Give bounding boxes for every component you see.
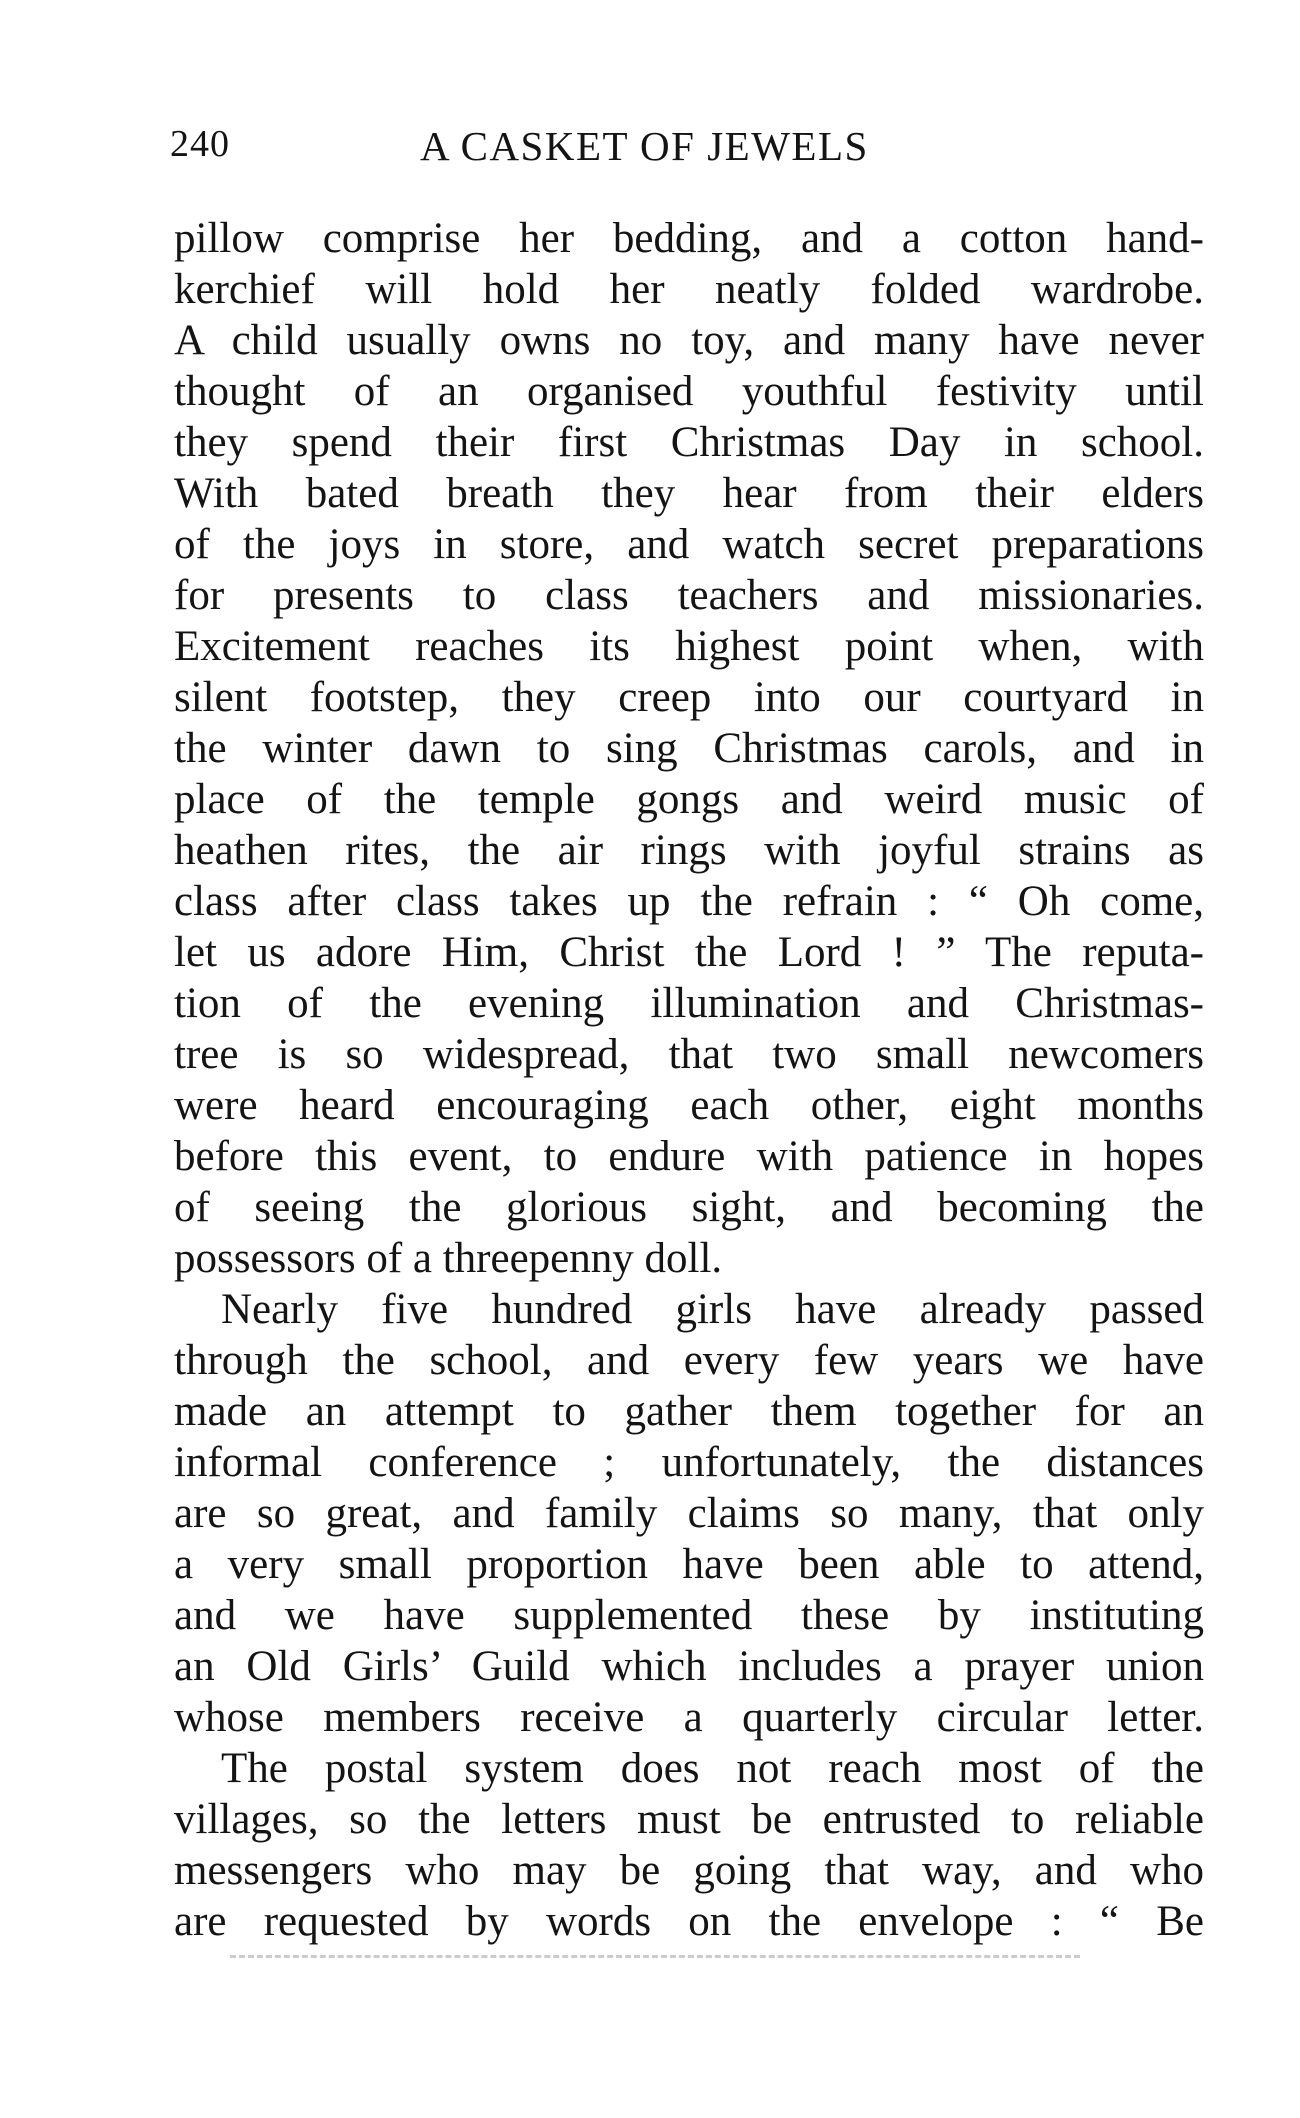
- text-line: made an attempt to gather them together for an: [174, 1388, 1204, 1435]
- text-line: a very small proportion have been able to attend,: [174, 1541, 1204, 1588]
- text-line: villages, so the letters must be entrusted to reliable: [174, 1796, 1204, 1843]
- page-number: 240: [170, 123, 230, 165]
- text-line: informal conference ; unfortunately, the distances: [174, 1439, 1204, 1486]
- text-line: let us adore Him, Christ the Lord ! ” The reputa-: [174, 929, 1204, 976]
- text-line: are so great, and family claims so many, that only: [174, 1490, 1204, 1537]
- paragraph-1: [174, 213, 1204, 1284]
- text-line: through the school, and every few years we have: [174, 1337, 1204, 1384]
- text-line: messengers who may be going that way, and who: [174, 1847, 1204, 1894]
- text-line: tion of the evening illumination and Christmas-: [174, 980, 1204, 1027]
- text-line: heathen rites, the air rings with joyful strains as: [174, 827, 1204, 874]
- text-line: tree is so widespread, that two small newcomers: [174, 1031, 1204, 1078]
- text-line: thought of an organised youthful festivity until: [174, 368, 1204, 415]
- paragraph-3: [174, 1743, 1204, 1947]
- text-line: silent footstep, they creep into our courtyard in: [174, 674, 1204, 721]
- running-header: [170, 122, 950, 174]
- text-line: they spend their first Christmas Day in school.: [174, 419, 1204, 466]
- text-line: and we have supplemented these by instituting: [174, 1592, 1204, 1639]
- text-line: With bated breath they hear from their elders: [174, 470, 1204, 517]
- text-line: of the joys in store, and watch secret preparations: [174, 521, 1204, 568]
- text-line: kerchief will hold her neatly folded wardrobe.: [174, 266, 1204, 313]
- text-line: were heard encouraging each other, eight months: [174, 1082, 1204, 1129]
- text-line: are requested by words on the envelope : “ Be: [174, 1898, 1204, 1945]
- text-line: for presents to class teachers and missionaries.: [174, 572, 1204, 619]
- text-line: Nearly five hundred girls have already passed: [221, 1286, 1204, 1333]
- body-text: [174, 213, 1204, 1947]
- text-line: class after class takes up the refrain : “ Oh come,: [174, 878, 1204, 925]
- text-line: before this event, to endure with patience in hopes: [174, 1133, 1204, 1180]
- text-line: pillow comprise her bedding, and a cotton hand-: [174, 215, 1204, 262]
- text-line: The postal system does not reach most of the: [221, 1745, 1204, 1792]
- text-line: the winter dawn to sing Christmas carols, and in: [174, 725, 1204, 772]
- bottom-rule: [230, 1955, 1080, 1964]
- text-line: A child usually owns no toy, and many have never: [174, 317, 1204, 364]
- text-line: possessors of a threepenny doll.: [174, 1235, 723, 1282]
- text-line: of seeing the glorious sight, and becoming the: [174, 1184, 1204, 1231]
- running-title: A CASKET OF JEWELS: [420, 123, 869, 169]
- text-line: whose members receive a quarterly circular letter.: [174, 1694, 1204, 1741]
- text-line: place of the temple gongs and weird music of: [174, 776, 1204, 823]
- text-line: Excitement reaches its highest point when, with: [174, 623, 1204, 670]
- text-line: an Old Girls’ Guild which includes a prayer union: [174, 1643, 1204, 1690]
- paragraph-2: [174, 1284, 1204, 1743]
